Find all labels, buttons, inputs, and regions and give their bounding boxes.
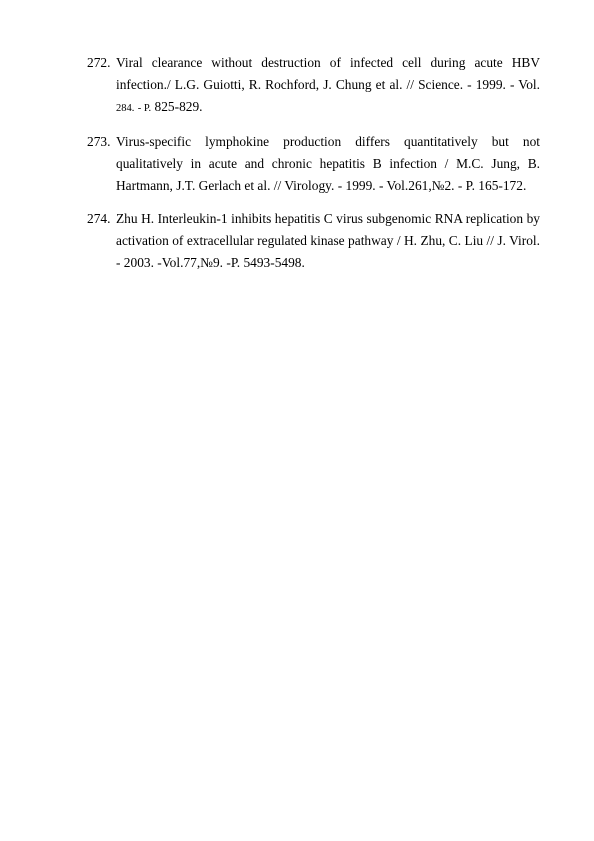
reference-pages: 825-829. [151,99,203,114]
reference-list [87,52,540,285]
reference-number: 272. [87,55,111,70]
reference-text: Virus-specific lymphokine production differs quantitatively but not qualitatively in acute and chronic hepatitis B infection / M.C. Jung, B. Hartmann, J.T. Gerlach et al. // Virology. - 1999. - Vol.261,№2. - P. 165-172. [116,134,540,193]
reference-number: 273. [87,134,111,149]
reference-text: Viral clearance without destruction of infected cell during acute HBV infection./ L.G. Guiotti, R. Rochford, J. Chung et al. // Science. - 1999. - Vol. [116,55,540,92]
reference-volume-number: 284. [116,103,135,114]
reference-item-272 [87,52,540,120]
reference-item-274 [87,208,540,274]
reference-number: 274. [87,211,111,226]
reference-text: Zhu H. Interleukin-1 inhibits hepatitis C virus subgenomic RNA replication by activation of extracellular regulated kinase pathway / H. Zhu, C. Liu // J. Virol. - 2003. -Vol.77,№9. -P. 5493-5498. [116,211,540,270]
reference-page-prefix: - P. [137,103,152,114]
reference-item-273 [87,131,540,197]
